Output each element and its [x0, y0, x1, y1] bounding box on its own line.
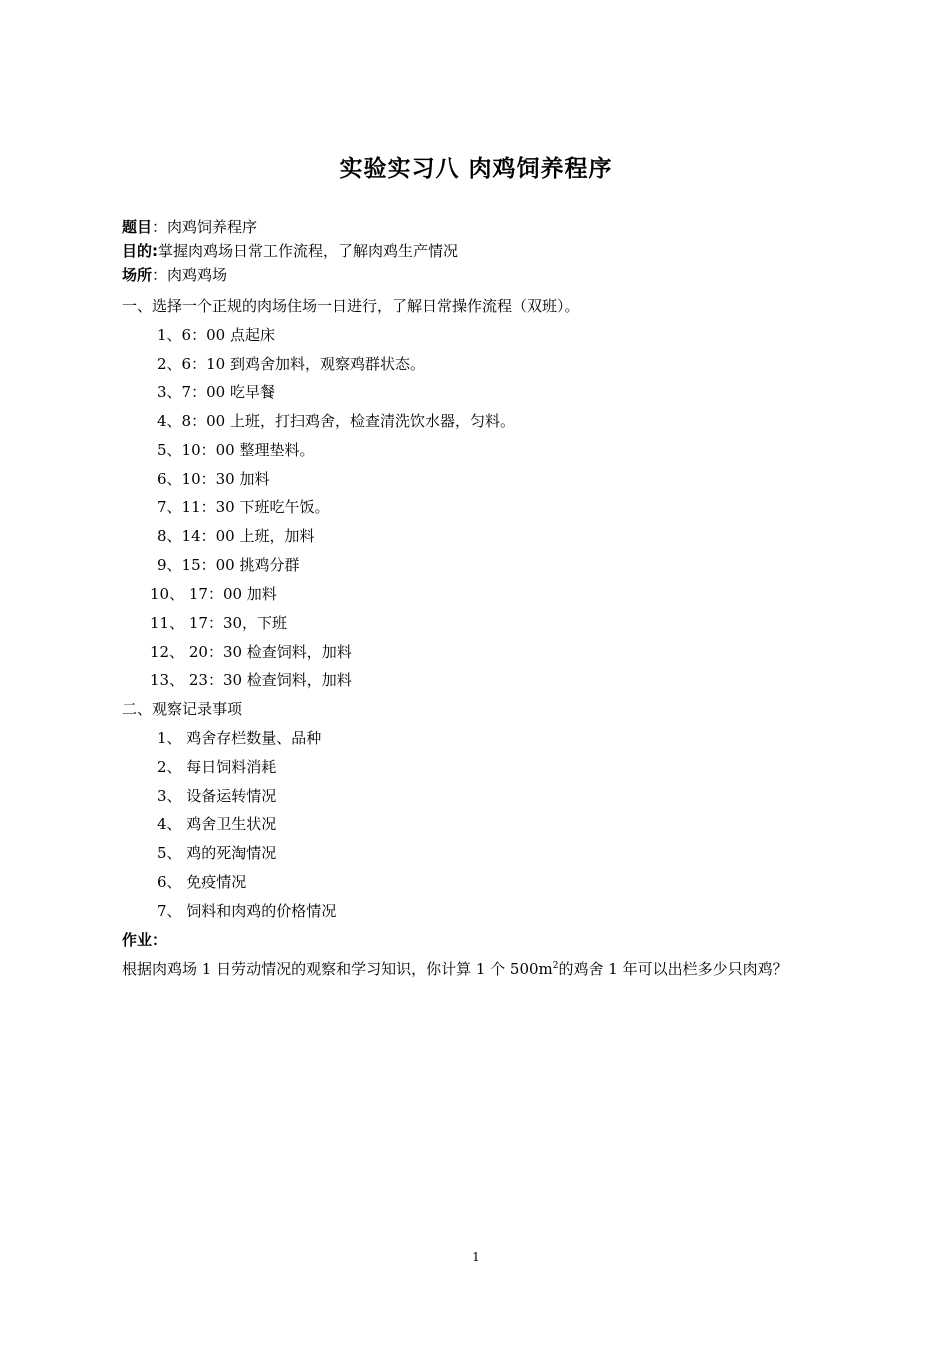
- place-line: [122, 265, 227, 285]
- list-item: 12、 20：30 检查饲料，加料: [150, 643, 352, 661]
- homework-text-after: 的鸡舍 1 年可以出栏多少只肉鸡？: [558, 960, 788, 978]
- list-item: 1、6：00 点起床: [157, 326, 275, 344]
- place-separator: ：: [152, 266, 168, 284]
- list-item: 7、11：30 下班吃午饭。: [157, 498, 330, 516]
- section1-heading: 一、选择一个正规的肉场住场一日进行，了解日常操作流程（双班）。: [122, 297, 580, 315]
- list-item: 8、14：00 上班，加料: [157, 527, 315, 545]
- list-item: 2、 每日饲料消耗: [157, 758, 277, 776]
- list-item: 7、 饲料和肉鸡的价格情况: [157, 902, 337, 920]
- homework-text: [122, 959, 788, 979]
- list-item: 3、 设备运转情况: [157, 787, 277, 805]
- place-label: 场所: [122, 266, 153, 284]
- section2-heading: 二、观察记录事项: [122, 700, 243, 718]
- place-value: 肉鸡鸡场: [167, 266, 228, 284]
- topic-label: 题目: [122, 218, 153, 236]
- purpose-label: 目的:: [122, 242, 158, 260]
- list-item: 3、7：00 吃早餐: [157, 383, 275, 401]
- topic-separator: ：: [152, 218, 168, 236]
- list-item: 4、8：00 上班，打扫鸡舍，检查清洗饮水器，匀料。: [157, 412, 515, 430]
- list-item: 6、10：30 加料: [157, 470, 270, 488]
- topic-line: [122, 217, 257, 237]
- list-item: 1、 鸡舍存栏数量、品种: [157, 729, 322, 747]
- list-item: 5、 鸡的死淘情况: [157, 844, 277, 862]
- list-item: 4、 鸡舍卫生状况: [157, 815, 277, 833]
- list-item: 11、 17：30，下班: [150, 614, 288, 632]
- list-item: 13、 23：30 检查饲料，加料: [150, 671, 352, 689]
- homework-superscript: 2: [552, 961, 559, 971]
- list-item: 2、6：10 到鸡舍加料，观察鸡群状态。: [157, 355, 425, 373]
- purpose-line: [122, 241, 458, 261]
- list-item: 5、10：00 整理垫料。: [157, 441, 315, 459]
- page-title: 实验实习八 肉鸡饲养程序: [339, 156, 613, 182]
- homework-text-before: 根据肉鸡场 1 日劳动情况的观察和学习知识，你计算 1 个 500m: [122, 960, 553, 978]
- topic-value: 肉鸡饲养程序: [167, 218, 258, 236]
- list-item: 10、 17：00 加料: [150, 585, 277, 603]
- list-item: 9、15：00 挑鸡分群: [157, 556, 300, 574]
- homework-label: 作业：: [122, 931, 168, 949]
- page-number: 1: [472, 1250, 480, 1264]
- list-item: 6、 免疫情况: [157, 873, 247, 891]
- purpose-value: 掌握肉鸡场日常工作流程，了解肉鸡生产情况: [158, 242, 459, 260]
